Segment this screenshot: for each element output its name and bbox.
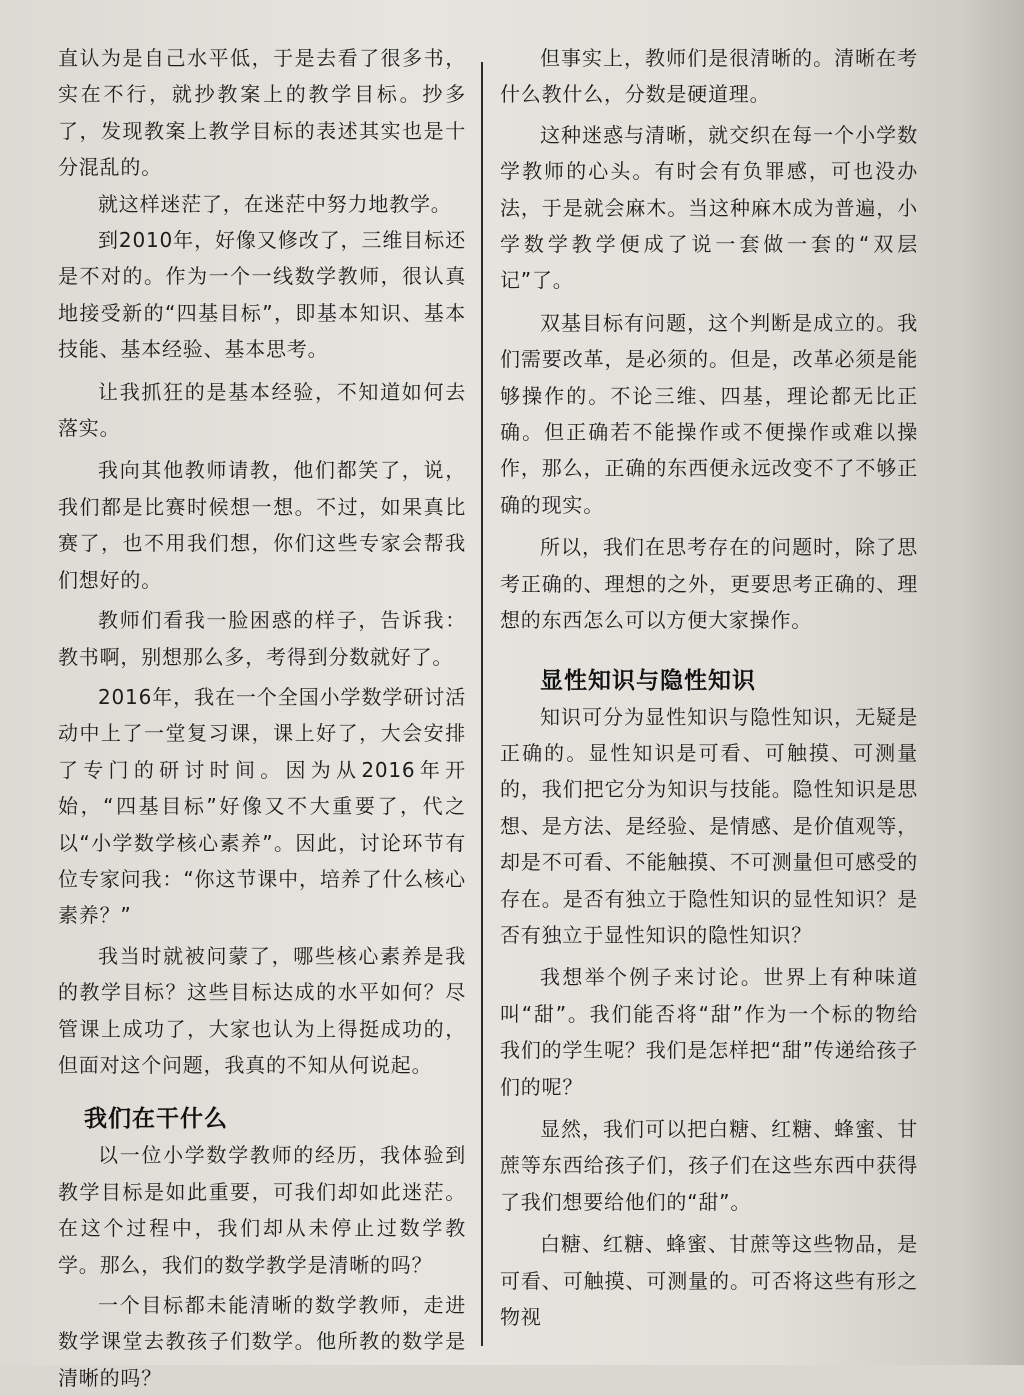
paragraph: 显然，我们可以把白糖、红糖、蜂蜜、甘蔗等东西给孩子们，孩子们在这些东西中获得了我们想要给他们的“甜”。: [500, 1116, 918, 1214]
paragraph: 知识可分为显性知识与隐性知识，无疑是正确的。显性知识是可看、可触摸、可测量的，我们把它分为知识与技能。隐性知识是思想、是方法、是经验、是情感、是价值观等，却是不可看、不能触摸、不可测量但可感受的存在。是否有独立于隐性知识的显性知识？是否有独立于显性知识的隐性知识？: [500, 704, 918, 947]
paragraph: 我向其他教师请教，他们都笑了，说，我们都是比赛时候想一想。不过，如果真比赛了，也不用我们想，你们这些专家会帮我们想好的。: [58, 458, 466, 592]
section-heading-explicit-implicit-knowledge: 显性知识与隐性知识: [540, 667, 756, 694]
paragraph: 我当时就被问蒙了，哪些核心素养是我的教学目标？这些目标达成的水平如何？尽管课上成功了，大家也认为上得挺成功的，但面对这个问题，我真的不知从何说起。: [58, 943, 466, 1077]
paragraph: 一个目标都未能清晰的数学教师，走进数学课堂去教孩子们数学。他所教的数学是清晰的吗？: [58, 1293, 466, 1390]
paragraph: 以一位小学数学教师的经历，我体验到教学目标是如此重要，可我们却如此迷茫。在这个过程中，我们却从未停止过数学教学。那么，我们的数学教学是清晰的吗？: [58, 1143, 466, 1277]
paragraph: 所以，我们在思考存在的问题时，除了思考正确的、理想的之外，更要思考正确的、理想的东西怎么可以方便大家操作。: [500, 535, 918, 633]
column-divider: [481, 62, 483, 1346]
paragraph: 教师们看我一脸困惑的样子，告诉我：教书啊，别想那么多，考得到分数就好了。: [58, 608, 466, 669]
section-heading-what-are-we-doing: 我们在干什么: [84, 1106, 228, 1133]
paragraph: 到2010年，好像又修改了，三维目标还是不对的。作为一个一线数学教师，很认真地接受新的“四基目标”，即基本知识、基本技能、基本经验、基本思考。: [58, 228, 466, 362]
page-edge-shadow: [964, 0, 1024, 1365]
paragraph: 但事实上，教师们是很清晰的。清晰在考什么教什么，分数是硬道理。: [500, 46, 918, 107]
paragraph: 白糖、红糖、蜂蜜、甘蔗等这些物品，是可看、可触摸、可测量的。可否将这些有形之物视: [500, 1232, 918, 1329]
paragraph: 2016年，我在一个全国小学数学研讨活动中上了一堂复习课，课上好了，大会安排了专门的研讨时间。因为从2016年开始，“四基目标”好像又不大重要了，代之以“小学数学核心素养”。因此，讨论环节有位专家问我：“你这节课中，培养了什么核心素养？”: [58, 684, 466, 928]
left-column: [58, 40, 466, 1396]
right-column: [500, 40, 918, 1335]
paragraph: 双基目标有问题，这个判断是成立的。我们需要改革，是必须的。但是，改革必须是能够操作的。不论三维、四基，理论都无比正确。但正确若不能操作或不便操作或难以操作，那么，正确的东西便永远改变不了不够正确的现实。: [500, 310, 918, 517]
paragraph: 这种迷惑与清晰，就交织在每一个小学数学教师的心头。有时会有负罪感，可也没办法，于是就会麻木。当这种麻木成为普遍，小学数学教学便成了说一套做一套的“双层记”了。: [500, 122, 918, 293]
paragraph: 我想举个例子来讨论。世界上有种味道叫“甜”。我们能否将“甜”作为一个标的物给我们的学生呢？我们是怎样把“甜”传递给孩子们的呢？: [500, 965, 918, 1099]
paragraph: 直认为是自己水平低，于是去看了很多书，实在不行，就抄教案上的教学目标。抄多了，发现教案上教学目标的表述其实也是十分混乱的。: [58, 46, 466, 180]
paragraph: 就这样迷茫了，在迷茫中努力地教学。: [98, 191, 452, 216]
paragraph: 让我抓狂的是基本经验，不知道如何去落实。: [58, 379, 466, 441]
